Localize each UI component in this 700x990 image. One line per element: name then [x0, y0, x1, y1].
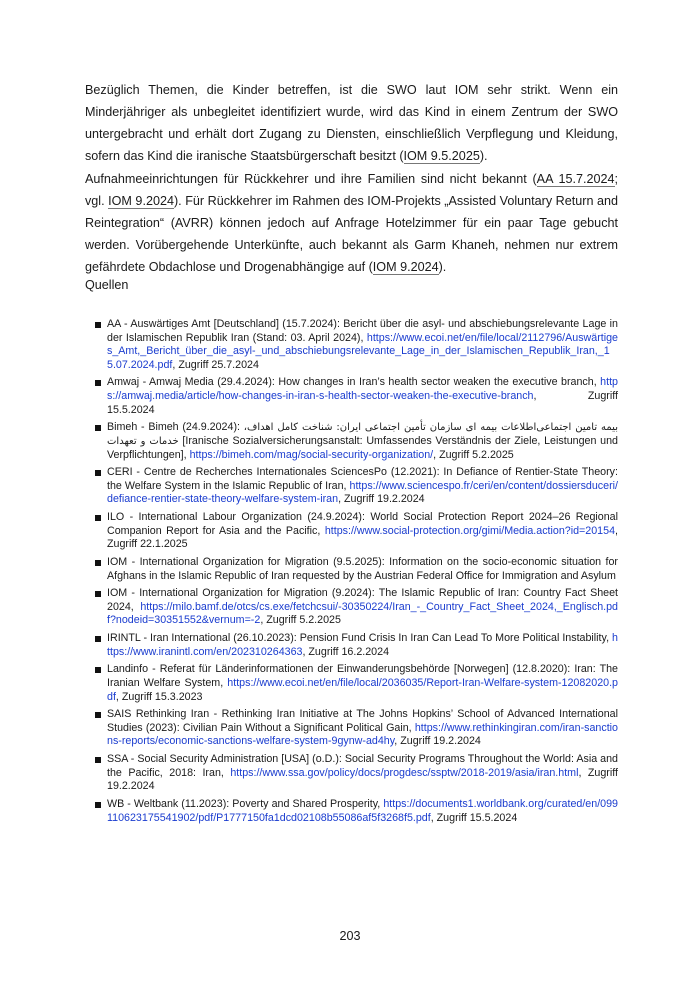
source-item — [95, 511, 618, 552]
source-text: SSA - Social Security Administration [USA] (o.D.): Social Security Programs Throughout the World: Asia and the Pacific, 2018: Iran, — [107, 753, 618, 779]
bullet-icon — [95, 667, 101, 673]
source-text: IOM - International Organization for Migration (9.2024): The Islamic Republic of Iran: Country Fact Sheet 2024, — [107, 587, 618, 613]
source-item — [95, 466, 618, 507]
source-item — [95, 318, 618, 372]
source-text: AA - Auswärtiges Amt [Deutschland] (15.7.2024): Bericht über die asyl- und abschiebungsrelevante Lage in der Islamischen Republik Iran (Stand: 03. April 2024), — [107, 318, 618, 344]
access-date: , Zugriff 19.2.2024 — [107, 766, 618, 793]
access-date: , Zugriff 19.2.2024 — [338, 493, 425, 506]
source-url-link[interactable]: https://documents1.worldbank.org/curated/en/099110623175541902/pdf/P1777150fa1dcd02108b55086af5f3268f5.pdf — [107, 798, 618, 824]
source-url-link[interactable]: https://www.ecoi.net/en/file/local/2036035/Report-Iran-Welfare-system-12082020.pdf — [107, 677, 618, 703]
source-text: [Iranische Sozialversicherungsanstalt: Umfassendes Verständnis der Ziele, Leistungen und Verpflichtungen], — [107, 434, 618, 461]
source-text: ILO - International Labour Organization (24.9.2024): World Social Protection Report 2024–26 Regional Companion Report for Asia and the Pacific, — [107, 511, 618, 537]
source-url-link[interactable]: https://bimeh.com/mag/social-security-organization/ — [189, 448, 434, 461]
sources-list — [95, 318, 618, 829]
bullet-icon — [95, 712, 101, 718]
source-text: Landinfo - Referat für Länderinformationen der Einwanderungsbehörde [Norwegen] (12.8.2020): Iran: The Iranian Welfare System, — [107, 663, 618, 689]
bullet-icon — [95, 425, 101, 431]
citation-link[interactable]: AA 15.7.2024 — [536, 172, 615, 186]
access-date: , Zugriff 5.2.2025 — [433, 448, 514, 461]
bullet-icon — [95, 591, 101, 597]
bullet-icon — [95, 515, 101, 521]
bullet-icon — [95, 636, 101, 642]
source-item — [95, 376, 618, 417]
source-text: Bimeh - Bimeh (24.9.2024): — [107, 421, 244, 434]
source-url-link[interactable]: https://milo.bamf.de/otcs/cs.exe/fetchcsui/-30350224/Iran_-_Country_Fact_Sheet_2024,_Englisch.pdf?nodeid=30351552&vernum=-2 — [107, 600, 618, 627]
bullet-icon — [95, 322, 101, 328]
source-url-link[interactable]: https://www.social-protection.org/gimi/Media.action?id=20154 — [324, 524, 616, 537]
access-date: , Zugriff 16.2.2024 — [302, 645, 390, 658]
source-text: IRINTL - Iran International (26.10.2023): Pension Fund Crisis In Iran Can Lead To More Political Instability, — [107, 632, 613, 645]
source-url-link[interactable]: https://www.rethinkingiran.com/iran-sanctions-reports/economic-sanctions-welfare-system-9gynw-ad4hy — [107, 721, 618, 748]
paragraph-text: Bezüglich Themen, die Kinder betreffen, ist die SWO laut IOM sehr strikt. Wenn ein Minderjähriger als unbegleitet identifiziert wurde, wird das Kind in einem Zentrum der SWO untergebracht und erhält dort Zugang zu Diensten, einschließlich Verpflegung und Kleidung, sofern das Kind die iranische Staatsbürgerschaft besitzt ( — [85, 83, 618, 163]
paragraph-text: ). — [479, 149, 488, 163]
source-url-link[interactable]: https://www.ecoi.net/en/file/local/2112796/Auswärtiges_Amt,_Bericht_über_die_asyl-_und_abschiebungsrelevante_Lage_in_der_Islamischen_Republik_Iran,_15.07.2024.pdf — [107, 331, 618, 371]
bullet-icon — [95, 380, 101, 386]
access-date: , Zugriff 15.3.2023 — [115, 690, 203, 703]
source-text: CERI - Centre de Recherches Internationales SciencesPo (12.2021): In Defiance of Rentier-State Theory: the Welfare System in the Islamic Republic of Iran, — [107, 466, 618, 492]
bullet-icon — [95, 470, 101, 476]
access-date: , Zugriff 25.7.2024 — [172, 358, 259, 371]
citation-link[interactable]: IOM 9.2024 — [108, 194, 174, 208]
source-text: Amwaj - Amwaj Media (29.4.2024): How changes in Iran’s health sector weaken the executive branch, — [107, 376, 601, 389]
source-url-link[interactable]: https://www.ssa.gov/policy/docs/progdesc/ssptw/2018-2019/asia/iran.html — [230, 766, 579, 779]
source-text: SAIS Rethinking Iran - Rethinking Iran Initiative at The Johns Hopkins’ School of Advanced International Studies (2023): Civilian Pain Without a Significant Political Gain, — [107, 708, 618, 734]
access-date: , Zugriff 15.5.2024 — [430, 811, 518, 824]
access-date: , Zugriff 19.2.2024 — [394, 735, 481, 748]
page-number: 203 — [339, 929, 361, 943]
paragraph-text: ). Für Rückkehrer im Rahmen des IOM-Projekts „Assisted Voluntary Return and Reintegration“ (AVRR) können jedoch auf Anfrage Hotelzimmer für ein paar Tage gebucht werden. Vorübergehende Unterkünfte, auch bekannt als Garm Khaneh, nehmen nur extrem gefährdete Obdachlose und Drogenabhängige auf ( — [85, 194, 618, 274]
bullet-icon — [95, 802, 101, 808]
source-url-link[interactable]: https://www.sciencespo.fr/ceri/en/content/dossiersduceri/defiance-rentier-state-theory-welfare-system-iran — [107, 479, 618, 506]
bullet-icon — [95, 757, 101, 763]
bullet-icon — [95, 560, 101, 566]
sources-heading: Quellen — [85, 278, 129, 292]
source-text: IOM - International Organization for Migration (9.5.2025): Information on the socio-economic situation for Afghans in the Islamic Republic of Iran requested by the Austrian Federal Office for Immigration and Asylum — [107, 555, 618, 582]
source-item — [95, 587, 618, 628]
source-item — [95, 798, 618, 825]
source-item — [95, 556, 618, 583]
source-item — [95, 663, 618, 704]
paragraph-reception-facilities — [85, 168, 618, 278]
access-date: , Zugriff 5.2.2025 — [260, 614, 341, 627]
paragraph-swo-children — [85, 79, 618, 167]
access-date: , Zugriff 15.5.2024 — [107, 390, 618, 416]
source-url-link[interactable]: https://amwaj.media/article/how-changes-in-iran-s-health-sector-weaken-the-executive-branch — [107, 376, 618, 403]
paragraph-text: ; vgl. — [85, 172, 618, 208]
source-item — [95, 421, 618, 462]
access-date: , Zugriff 22.1.2025 — [107, 524, 618, 551]
source-text: WB - Weltbank (11.2023): Poverty and Shared Prosperity, — [107, 798, 384, 811]
paragraph-text: ). — [438, 260, 447, 274]
source-item — [95, 753, 618, 794]
source-persian-title: بیمه تامین اجتماعی‌اطلاعات بیمه ای سازمان تأمین اجتماعی ایران: شناخت کامل اهداف، خدمات و تعهدات — [107, 422, 618, 447]
source-item — [95, 632, 618, 659]
source-item — [95, 708, 618, 749]
paragraph-text: Aufnahmeeinrichtungen für Rückkehrer und ihre Familien sind nicht bekannt ( — [85, 172, 537, 186]
source-url-link[interactable]: https://www.iranintl.com/en/202310264363 — [107, 632, 618, 658]
citation-link[interactable]: IOM 9.2024 — [372, 260, 439, 274]
citation-link[interactable]: IOM 9.5.2025 — [403, 149, 480, 163]
